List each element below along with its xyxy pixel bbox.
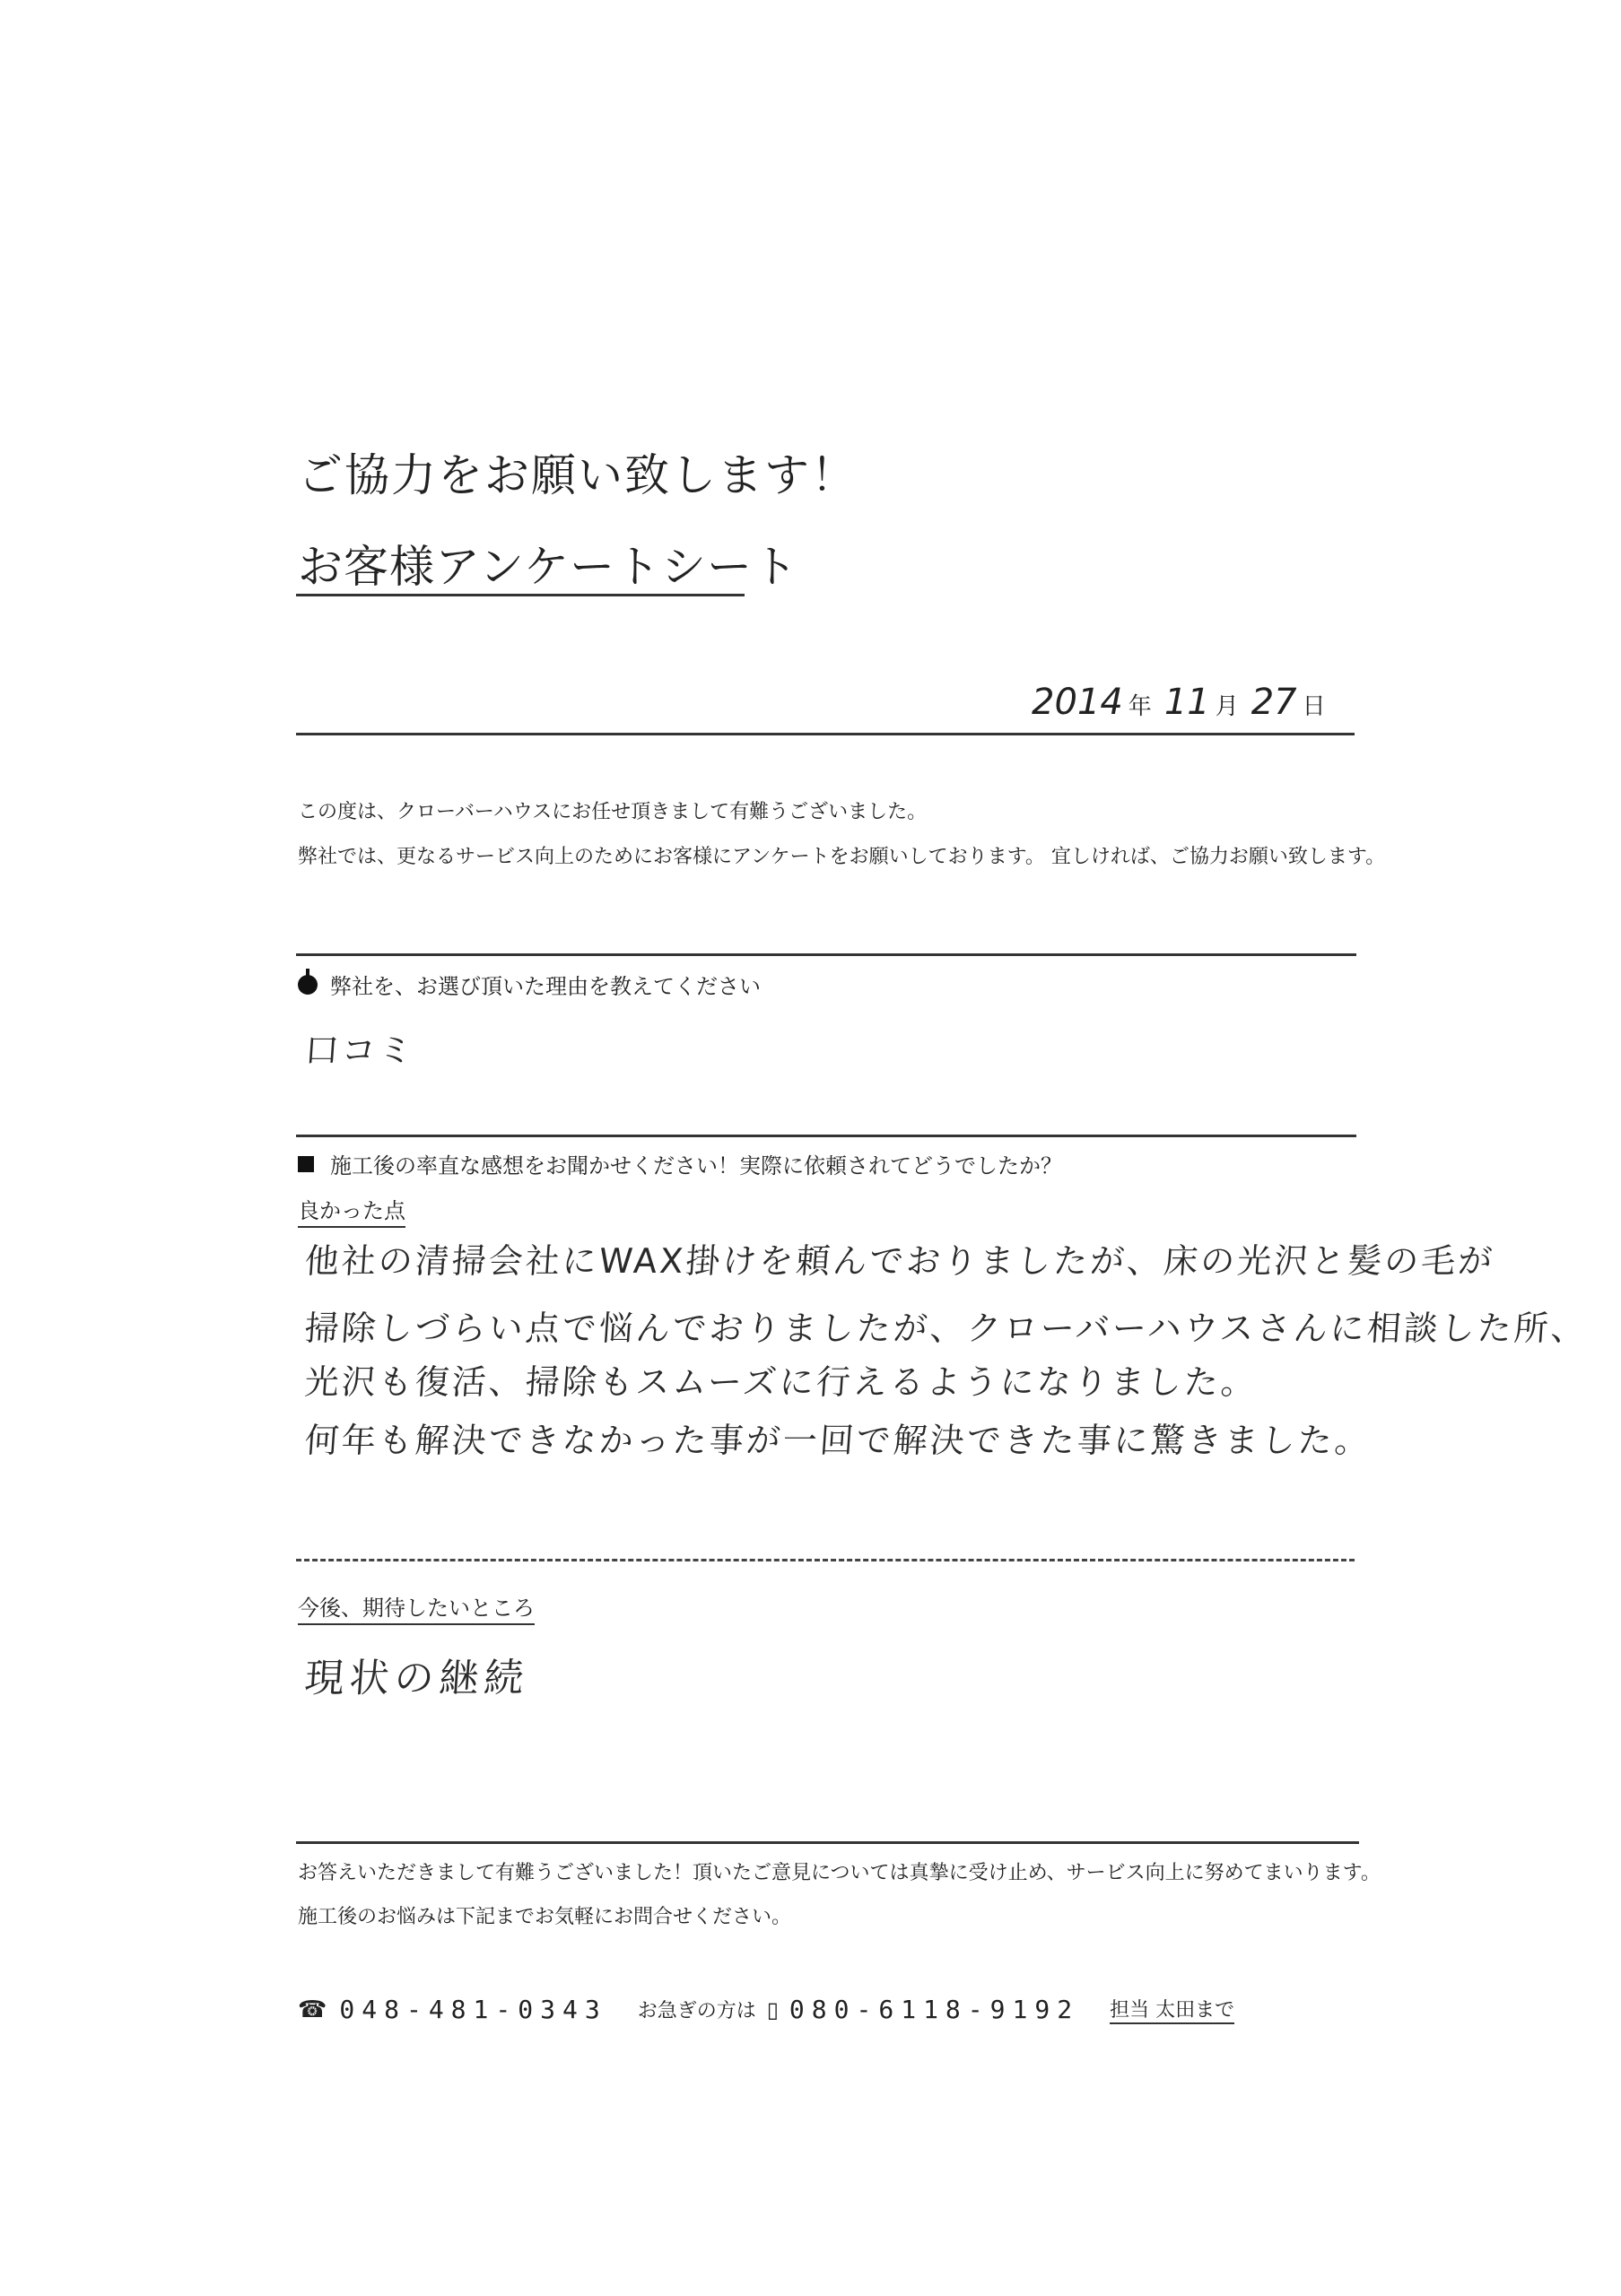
question-reason-label: 弊社を、お選び頂いた理由を教えてください	[330, 974, 761, 999]
answer-expectation: 現状の継続	[302, 1656, 531, 1701]
mobile-phone-icon: ▯	[766, 1996, 779, 2022]
mobile-phone: 080-6118-9192	[789, 1995, 1080, 2024]
answer-impression-line-3: 光沢も復活、掃除もスムーズに行えるようになりました。	[303, 1362, 1259, 1402]
sheet-title: お客様アンケートシート	[298, 541, 798, 593]
staff-contact: 担当 太田まで	[1110, 1995, 1234, 2024]
date-year-unit: 年	[1128, 693, 1152, 720]
intro-line-2: 弊社では、更なるサービス向上のためにお客様にアンケートをお願いしております。 宜しければ、ご協力お願い致します。	[298, 846, 1386, 868]
reason-divider	[296, 1135, 1356, 1137]
intro-divider	[296, 953, 1356, 956]
footer-thanks: お答えいただきまして有難うございました！頂いたご意見については真摯に受け止め、サービス向上に努めてまいります。	[298, 1862, 1381, 1884]
date-day: 27	[1251, 682, 1297, 723]
urgent-label: お急ぎの方は	[637, 2000, 756, 2022]
answer-impression-line-1: 他社の清掃会社にWAX掛けを頼んでおりましたが、床の光沢と髪の毛が	[303, 1241, 1496, 1281]
date-year: 2014	[1032, 682, 1123, 723]
date-divider	[296, 733, 1355, 735]
footer-contact-note: 施工後のお悩みは下記までお気軽にお問合せください。	[298, 1906, 792, 1928]
sheet-title-underline	[296, 594, 745, 596]
question-expectation-label: 今後、期待したいところ	[298, 1590, 535, 1625]
apple-icon	[298, 975, 318, 995]
answer-reason: 口コミ	[303, 1031, 417, 1070]
phone-icon: ☎	[298, 1996, 327, 2023]
date-day-unit: 日	[1302, 693, 1326, 720]
date-month-unit: 月	[1215, 693, 1239, 720]
good-points-label: 良かった点	[298, 1193, 405, 1228]
question-impression-label: 施工後の率直な感想をお聞かせください！実際に依頼されてどうでしたか？	[330, 1153, 1062, 1178]
answer-impression-line-2: 掃除しづらい点で悩んでおりましたが、クローバーハウスさんに相談した所、	[303, 1309, 1590, 1348]
contact-row	[298, 1995, 1234, 2024]
office-phone: 048-481-0343	[339, 1995, 607, 2024]
header-request: ご協力をお願い致します！	[298, 449, 858, 501]
survey-date	[1032, 682, 1338, 723]
question-impression	[298, 1148, 1062, 1179]
footer-divider	[296, 1841, 1359, 1844]
date-month: 11	[1163, 682, 1210, 723]
impression-divider	[296, 1559, 1355, 1561]
answer-impression-line-4: 何年も解決できなかった事が一回で解決できた事に驚きました。	[303, 1421, 1373, 1460]
square-bullet-icon	[298, 1156, 314, 1172]
intro-line-1: この度は、クローバーハウスにお任せ頂きまして有難うございました。	[298, 801, 928, 823]
question-reason	[298, 969, 761, 1000]
